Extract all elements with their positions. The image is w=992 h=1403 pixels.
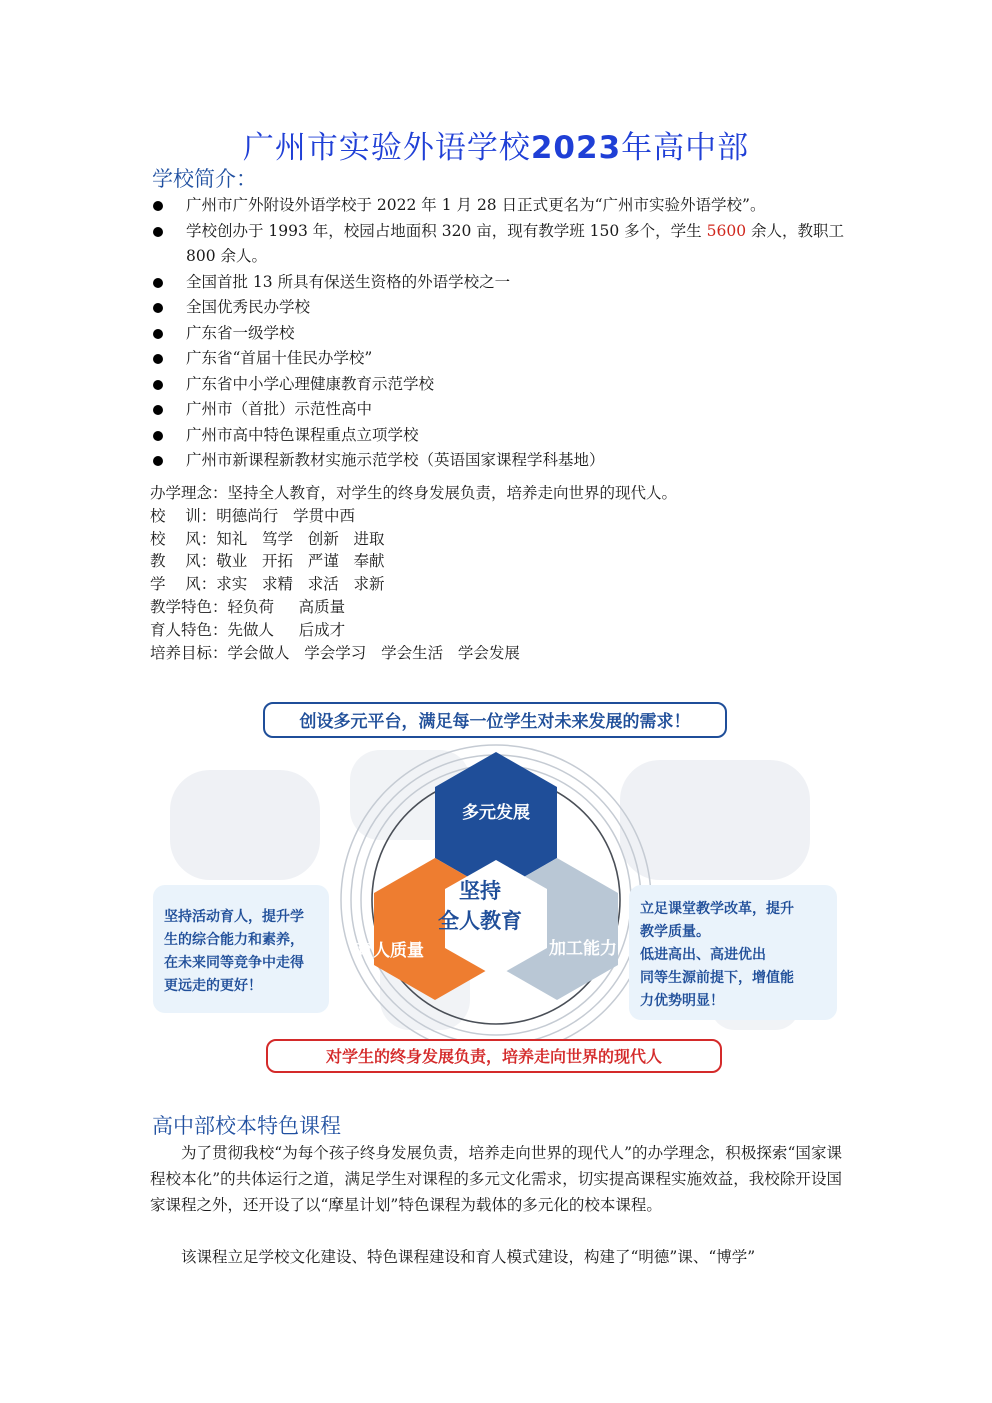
list-item: 广州市新课程新教材实施示范学校（英语国家课程学科基地） [150, 448, 850, 474]
top-segment-label: 多元发展 [462, 803, 530, 823]
info-row: 学 风：求实 求精 求活 求新 [150, 575, 385, 594]
curriculum-paragraph: 为了贯彻我校“为每个孩子终身发展负责，培养走向世界的现代人”的办学理念，积极探索“国家课程校本化”的共体运行之道，满足学生对课程的多元文化需求，切实提高课程实施效益，我校除开设国家课程之外，还开设了以“摩星计划”特色课程为载体的多元化的校本课程。 [150, 1144, 842, 1214]
info-row: 校 训：明德尚行 学贯中西 [150, 506, 355, 525]
center-label-line2: 全人教育 [438, 909, 522, 933]
center-label-line1: 坚持 [459, 879, 501, 903]
title-suffix: 年高中部 [621, 130, 750, 166]
bottom-banner-text: 对学生的终身发展负责，培养走向世界的现代人 [325, 1047, 663, 1066]
top-banner-text: 创设多元平台，满足每一位学生对未来发展的需求！ [299, 712, 691, 732]
intro-bullet-list [150, 193, 850, 474]
bullet-text: 学校创办于 1993 年，校园占地面积 320 亩，现有教学班 150 多个，学生 [186, 221, 707, 240]
right-segment-label: 加工能力 [549, 939, 617, 959]
school-info [150, 482, 850, 664]
info-row: 育人特色：先做人 后成才 [150, 620, 346, 639]
list-item: 广东省中小学心理健康教育示范学校 [150, 372, 850, 398]
list-item [150, 219, 850, 270]
list-item: 广东省一级学校 [150, 321, 850, 347]
list-item: 全国优秀民办学校 [150, 295, 850, 321]
left-box-line: 生的综合能力和素养， [164, 932, 304, 948]
curriculum-paragraph: 该课程立足学校文化建设、特色课程建设和育人模式建设，构建了“明德”课、“博学” [181, 1248, 756, 1266]
right-box-line: 低进高出、高进优出 [640, 947, 766, 963]
page-title [0, 122, 992, 167]
curriculum-heading: 高中部校本特色课程 [152, 1114, 341, 1138]
left-box-line: 在未来同等竞争中走得 [164, 955, 304, 971]
title-main: 广州市实验外语学校 [242, 130, 531, 166]
info-row: 培养目标：学会做人 学会学习 学会生活 学会发展 [150, 643, 520, 662]
title-year: 2023 [530, 130, 622, 166]
right-box-line: 力优势明显！ [640, 993, 724, 1009]
list-item: 广州市高中特色课程重点立项学校 [150, 423, 850, 449]
info-row: 教学特色：轻负荷 高质量 [150, 597, 346, 616]
list-item: 广东省“首届十佳民办学校” [150, 346, 850, 372]
left-box-line: 更远走的更好！ [164, 978, 262, 994]
education-philosophy-infographic [150, 690, 842, 1080]
bullet-text: 余人，教职工 800 余人。 [186, 221, 844, 265]
list-item: 全国首批 13 所具有保送生资格的外语学校之一 [150, 270, 850, 296]
left-segment-label: 育人质量 [356, 941, 424, 961]
info-row: 校 风：知礼 笃学 创新 进取 [150, 529, 385, 548]
info-row: 教 风：敬业 开拓 严谨 奉献 [150, 552, 385, 571]
student-count: 5600 [706, 221, 747, 240]
list-item: 广州市广外附设外语学校于 2022 年 1 月 28 日正式更名为“广州市实验外语学校”。 [150, 193, 850, 219]
right-box-line: 立足课堂教学改革，提升 [640, 901, 794, 917]
right-box-line: 同等生源前提下，增值能 [640, 970, 794, 986]
list-item: 广州市（首批）示范性高中 [150, 397, 850, 423]
info-row: 办学理念：坚持全人教育，对学生的终身发展负责，培养走向世界的现代人。 [150, 484, 678, 502]
intro-heading: 学校简介： [152, 167, 257, 191]
right-box-line: 教学质量。 [640, 924, 710, 940]
left-box-line: 坚持活动育人，提升学 [164, 909, 304, 925]
